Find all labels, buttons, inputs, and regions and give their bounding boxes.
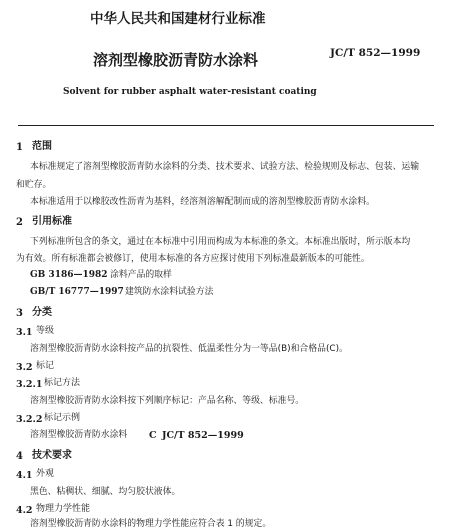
section-4-number: 4 xyxy=(16,451,23,462)
subsection-3-2-1-number: 3.2.1 xyxy=(16,379,43,390)
section-2-heading: 引用标准 xyxy=(32,216,72,227)
subsection-3-1-number: 3.1 xyxy=(16,327,33,338)
section-4-heading: 技术要求 xyxy=(32,450,72,461)
subsection-3-2-2-number: 3.2.2 xyxy=(16,414,43,425)
marking-example-grade: C xyxy=(149,430,157,441)
section-3-heading: 分类 xyxy=(32,307,52,318)
subsection-3-2-1-heading: 标记方法 xyxy=(44,378,81,388)
subsection-4-2-text: 溶剂型橡胶沥青防水涂料的物理力学性能应符合表 1 的规定。 xyxy=(30,519,272,529)
section-3-number: 3 xyxy=(16,308,23,319)
org-title: 中华人民共和国建材行业标准 xyxy=(90,11,266,27)
section-1-paragraph-1-line-2: 和贮存。 xyxy=(16,180,52,190)
subsection-3-1-heading: 等级 xyxy=(36,326,55,336)
subsection-3-2-heading: 标记 xyxy=(36,361,55,371)
subsection-3-1-text: 溶剂型橡胶沥青防水涂料按产品的抗裂性、低温柔性分为一等品(B)和合格品(C)。 xyxy=(30,344,348,354)
subsection-4-1-heading: 外观 xyxy=(36,469,55,479)
section-2-paragraph-line-2: 为有效。所有标准都会被修订，使用本标准的各方应探讨使用下列标准最新版本的可能性。 xyxy=(16,254,370,264)
subsection-4-2-number: 4.2 xyxy=(16,505,33,516)
header-divider xyxy=(18,125,434,126)
subsection-4-1-text: 黑色、粘稠状、细腻、均匀胶状液体。 xyxy=(30,487,181,497)
subsection-3-2-2-heading: 标记示例 xyxy=(44,413,81,423)
standard-code: JC/T 852—1999 xyxy=(330,47,421,59)
english-title: Solvent for rubber asphalt water-resistant coating xyxy=(63,87,317,97)
marking-example-name: 溶剂型橡胶沥青防水涂料 xyxy=(30,430,128,440)
section-1-number: 1 xyxy=(16,142,23,153)
reference-title: 涂料产品的取样 xyxy=(110,270,172,280)
subsection-3-2-1-text: 溶剂型橡胶沥青防水涂料按下列顺序标记：产品名称、等级、标准号。 xyxy=(30,396,305,406)
subsection-4-2-heading: 物理力学性能 xyxy=(36,504,91,514)
section-1-heading: 范围 xyxy=(32,141,52,152)
reference-code: GB/T 16777—1997 xyxy=(30,287,124,297)
reference-title: 建筑防水涂料试验方法 xyxy=(125,287,214,297)
section-2-number: 2 xyxy=(16,217,23,228)
subsection-3-2-number: 3.2 xyxy=(16,362,33,373)
subsection-4-1-number: 4.1 xyxy=(16,470,33,481)
document-title: 溶剂型橡胶沥青防水涂料 xyxy=(93,51,259,69)
reference-code: GB 3186—1982 xyxy=(30,270,108,280)
section-1-paragraph-1-line-1: 本标准规定了溶剂型橡胶沥青防水涂料的分类、技术要求、试验方法、检验规则及标志、包装、运输 xyxy=(30,162,420,172)
marking-example-code: JC/T 852—1999 xyxy=(162,430,244,441)
section-2-paragraph-line-1: 下列标准所包含的条文，通过在本标准中引用而构成为本标准的条文。本标准出版时，所示版本均 xyxy=(30,237,411,247)
section-1-paragraph-2: 本标准适用于以橡胶改性沥青为基料，经溶剂溶解配制而成的溶剂型橡胶沥青防水涂料。 xyxy=(30,197,375,207)
